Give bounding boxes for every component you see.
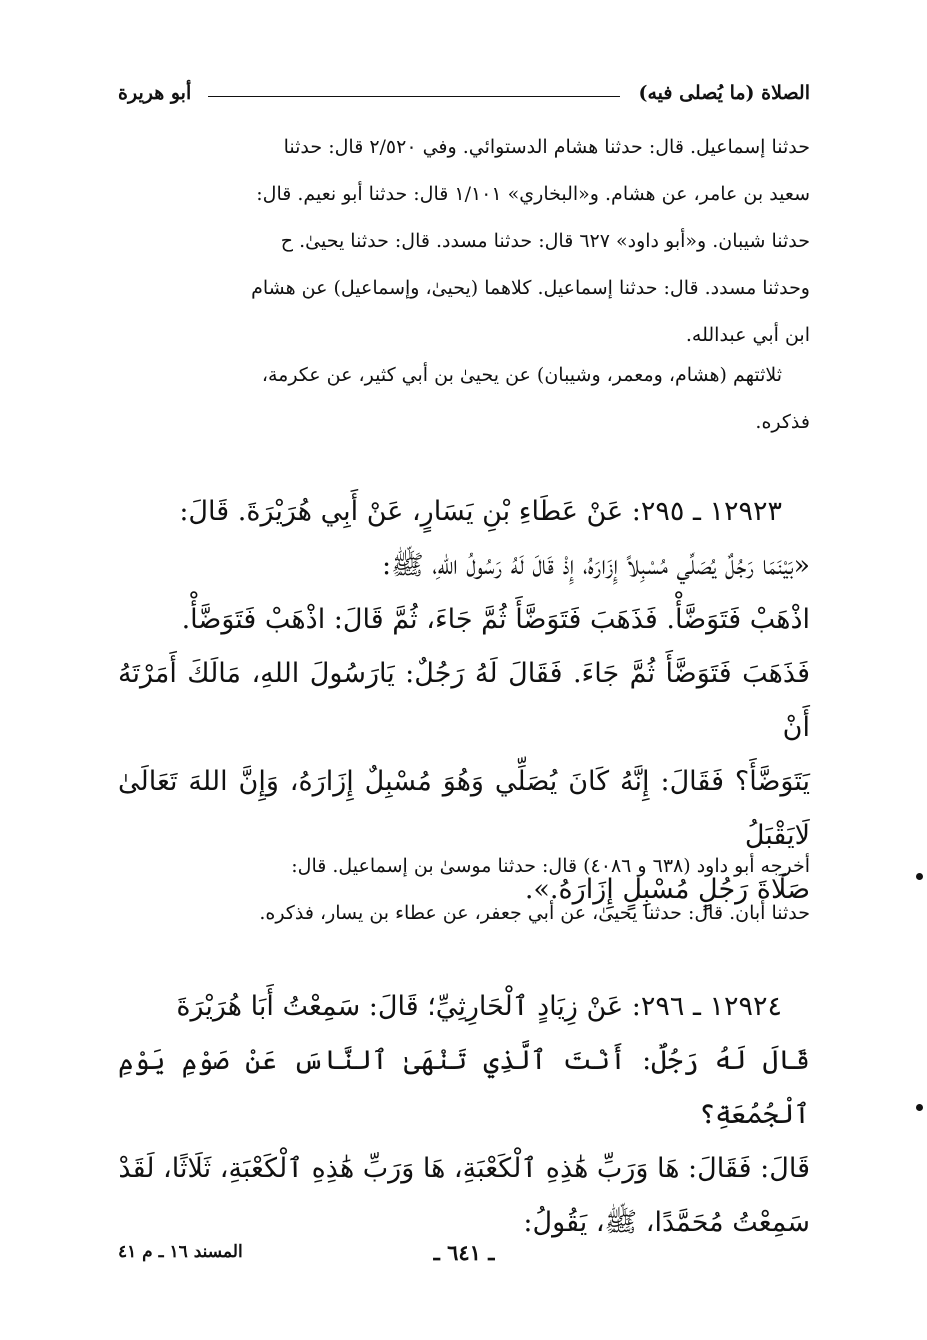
text-line: أخرجه أبو داود (٦٣٨ و ٤٠٨٦) قال: حدثنا موسىٰ بن إسماعيل. قال: — [291, 855, 810, 877]
text-line: ثلاثتهم (هشام، ومعمر، وشيبان) عن يحيىٰ بن أبي كثير، عن عكرمة، — [261, 364, 782, 386]
hadith-12924 — [118, 980, 810, 1250]
text-line: حدثنا إسماعيل. قال: حدثنا هشام الدستوائي. وفي ٢/٥٢٠ قال: حدثنا — [283, 136, 810, 158]
source-citation-1 — [118, 124, 810, 359]
text-line: حدثنا أبان. قال: حدثنا يحيىٰ، عن أبي جعفر، عن عطاء بن يسار، فذكره. — [259, 902, 810, 924]
margin-dot — [916, 1104, 923, 1111]
chapter-title: الصلاة (ما يُصلى فيه) — [638, 82, 810, 104]
text-line: «بَيْنَمَا رَجُلٌ يُصَلِّي مُسْبِلاً إِزَارَهُ، إِذْ قَالَ لَهُ رَسُولُ اللهِ، ﷺ: — [382, 550, 810, 581]
text-line: سعيد بن عامر، عن هشام. و«البخاري» ١/١٠١ قال: حدثنا أبو نعيم. قال: — [256, 183, 810, 205]
margin-dot — [916, 873, 923, 880]
narrator-name: أبو هريرة — [118, 82, 192, 104]
page-footer — [118, 1240, 810, 1270]
running-header — [118, 82, 810, 112]
text-line: ١٢٩٢٤ ـ ٢٩٦: عَنْ زِيَادٍ ٱلْحَارِثِيِّ؛ قَالَ: سَمِعْتُ أَبَا هُرَيْرَةَ — [176, 991, 782, 1022]
text-line: قَالَ: فَقَالَ: هَا وَرَبِّ هَٰذِهِ ٱلْكَعْبَةِ، هَا وَرَبِّ هَٰذِهِ ٱلْكَعْبَةِ، ثَلَاثًا، لَقَدْ — [118, 1153, 810, 1184]
text-line: سَمِعْتُ مُحَمَّدًا، ﷺ، يَقُولُ: — [523, 1207, 810, 1238]
text-line: ابن أبي عبدالله. — [685, 324, 810, 346]
text-line: وحدثنا مسدد. قال: حدثنا إسماعيل. كلاهما (يحيىٰ، وإسماعيل) عن هشام — [251, 277, 810, 299]
source-citation-2 — [118, 843, 810, 937]
signature-mark: المسند ١٦ ـ م ٤١ — [118, 1242, 243, 1262]
page-number: ـ ٦٤١ ـ — [433, 1240, 495, 1265]
text-line: قَالَ لَهُ رَجُلٌ: أَنْتَ ٱلَّذِي تَنْهَىٰ ٱلنَّاسَ عَنْ صَوْمِ يَوْمِ ٱلْجُمُعَةِ؟ — [118, 1045, 810, 1130]
text-line: فذكره. — [755, 411, 810, 433]
text-line: فَذَهَبَ فَتَوَضَّأَ ثُمَّ جَاءَ. فَقَالَ لَهُ رَجُلٌ: يَارَسُولَ اللهِ، مَالَكَ أَمَرْتَهُ أَنْ — [118, 658, 810, 743]
text-line: صَلَاةَ رَجُلٍ مُسْبِلٍ إِزَارَهُ.». — [524, 874, 810, 905]
text-line: ١٢٩٢٣ ـ ٢٩٥: عَنْ عَطَاءِ بْنِ يَسَارٍ، عَنْ أَبِي هُرَيْرَةَ. قَالَ: — [179, 496, 782, 527]
text-line: يَتَوَضَّأَ؟ فَقَالَ: إِنَّهُ كَانَ يُصَلِّي وَهُوَ مُسْبِلٌ إِزَارَهُ، وَإِنَّ اللهَ تَعَالَىٰ لَايَقْبَلُ — [118, 766, 810, 851]
header-rule — [208, 96, 620, 97]
text-line: اذْهَبْ فَتَوَضَّأْ. فَذَهَبَ فَتَوَضَّأَ ثُمَّ جَاءَ، ثُمَّ قَالَ: اذْهَبْ فَتَوَضَّأْ. — [181, 604, 810, 635]
text-line: حدثنا شيبان. و«أبو داود» ٦٢٧ قال: حدثنا مسدد. قال: حدثنا يحيىٰ. ح — [280, 230, 810, 252]
source-citation-1-summary — [118, 352, 810, 446]
